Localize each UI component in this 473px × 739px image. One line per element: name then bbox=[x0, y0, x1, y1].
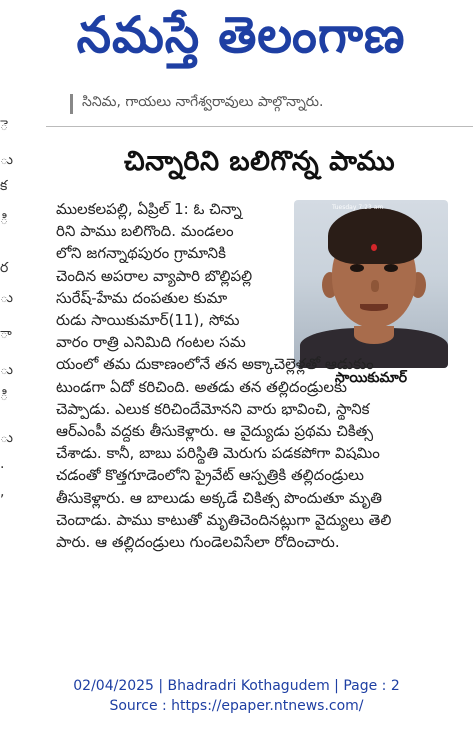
source-footer bbox=[0, 676, 473, 728]
body-line: చెందాడు. పాము కాటుతో మృతిచెందినట్లుగా వైద్యులు తెలి bbox=[56, 510, 392, 529]
margin-fragment: ు bbox=[0, 152, 13, 168]
source-url: Source : https://epaper.ntnews.com/ bbox=[109, 698, 364, 714]
margin-fragment: ు bbox=[0, 430, 13, 446]
photo-timestamp: Tuesday 7:23 am bbox=[332, 204, 384, 211]
article-body bbox=[56, 198, 448, 553]
body-line: వారం రాత్రి ఎనిమిది గంటల సమ bbox=[56, 333, 246, 352]
margin-fragment: ర bbox=[0, 260, 9, 276]
previous-story-strip bbox=[60, 92, 460, 118]
margin-fragment: ు bbox=[0, 290, 13, 306]
margin-fragment: . bbox=[0, 456, 5, 472]
photo-caption: సాయికుమార్ bbox=[334, 369, 408, 386]
body-line: ములకలపల్లి, ఏప్రిల్ 1: ఓ చిన్నా bbox=[56, 200, 242, 218]
body-line: రుడు సాయికుమార్(11), సోమ bbox=[56, 311, 240, 330]
margin-fragment: , bbox=[0, 484, 5, 500]
margin-fragment: ె bbox=[0, 118, 9, 134]
margin-fragment: ా bbox=[0, 326, 12, 342]
previous-story-text: సినిమ, గాయలు నాగేశ్వరావులు పాల్గొన్నారు. bbox=[82, 94, 324, 110]
body-line: చేశాడు. కానీ, బాబు పరిస్థితి మెరుగు పడకపోగా విషమిం bbox=[56, 444, 380, 463]
body-line: టుండగా ఏదో కరిచింది. అతడు తన తల్లిదండ్రులకు bbox=[56, 377, 347, 396]
edition-info: 02/04/2025 | Bhadradri Kothagudem | Page : 2 bbox=[73, 678, 400, 694]
body-line: చడంతో కొత్తగూడెంలోని ప్రైవేట్ ఆస్పత్రికి తల్లిదండ్రులు bbox=[56, 466, 364, 485]
body-line: చెప్పాడు. ఎలుక కరిచిందేమోనని వారు భావించి, స్థానిక bbox=[56, 399, 370, 418]
body-line: సురేష్-హేమ దంపతుల కుమా bbox=[56, 288, 228, 307]
margin-fragment: ి bbox=[0, 212, 9, 228]
margin-fragment: క bbox=[0, 178, 8, 194]
section-divider bbox=[46, 126, 473, 127]
margin-fragment: ు bbox=[0, 362, 13, 378]
newspaper-logo: నమస్తే తెలంగాణ bbox=[76, 5, 406, 64]
column-divider bbox=[70, 94, 73, 114]
body-line: యంలో తమ దుకాణంలోనే తన అక్కాచెల్లెళ్లతో ఆడుకుం bbox=[56, 355, 374, 374]
masthead bbox=[0, 0, 473, 92]
margin-fragment: ి bbox=[0, 388, 9, 404]
article-headline: చిన్నారిని బలిగొన్న పాము bbox=[123, 146, 396, 177]
body-line: రిని పాము బలిగొంది. మండలం bbox=[56, 222, 234, 241]
body-line: లోని జగన్నాథపురం గ్రామానికి bbox=[56, 244, 226, 263]
left-margin-column bbox=[0, 100, 14, 510]
body-line: తీసుకెళ్లారు. ఆ బాలుడు అక్కడే చికిత్స పొందుతూ మృతి bbox=[56, 488, 383, 507]
body-line: ఆర్ఎంపీ వద్దకు తీసుకెళ్లారు. ఆ వైద్యుడు ప్రథమ చికిత్స bbox=[56, 422, 374, 441]
body-line: చెందిన అపరాల వ్యాపారి బొల్లిపల్లి bbox=[56, 266, 253, 285]
body-line: పారు. ఆ తల్లిదండ్రులు గుండెలవిసేలా రోదించారు. bbox=[56, 533, 340, 552]
